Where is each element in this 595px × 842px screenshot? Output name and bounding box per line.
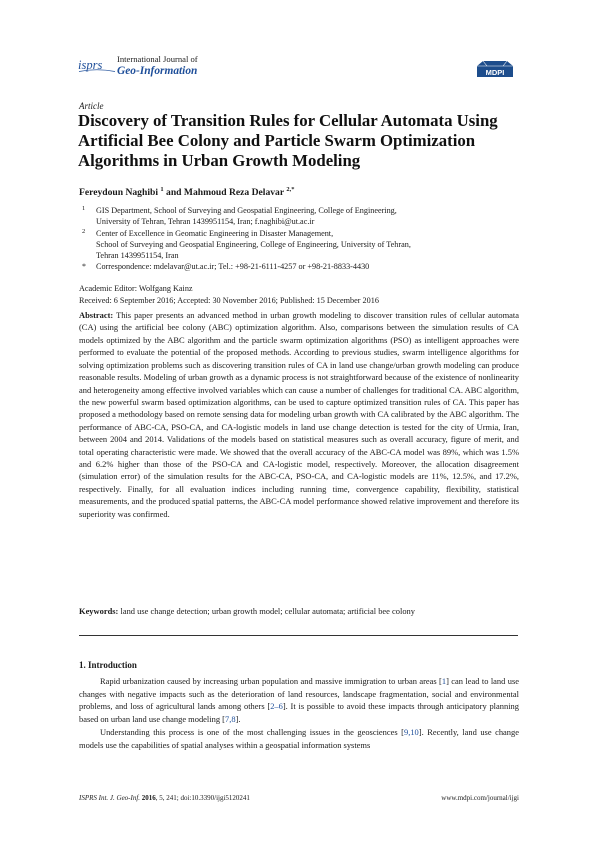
author-affil-mark: 1 xyxy=(160,186,164,193)
affiliation-item xyxy=(79,261,519,272)
affiliation-line: School of Surveying and Geospatial Engineering, College of Engineering, University of Tehran, xyxy=(96,239,411,249)
footer-journal-abbr: ISPRS Int. J. Geo-Inf. xyxy=(79,794,141,802)
affiliation-line: Center of Excellence in Geomatic Engineering in Disaster Management, xyxy=(96,228,334,238)
abstract xyxy=(79,309,519,520)
paragraph-text: ]. Recently, land use change models use the capabilities of spatial analyses within a geospatial information systems xyxy=(79,726,519,750)
academic-editor: Academic Editor: Wolfgang Kainz xyxy=(79,284,193,293)
paragraph-text: Rapid urbanization caused by increasing urban population and massive immigration to urban areas [ xyxy=(100,676,442,686)
keywords-label: Keywords: xyxy=(79,606,119,616)
correspondence-line: Correspondence: mdelavar@ut.ac.ir; Tel.: +98-21-6111-4257 or +98-21-8833-4430 xyxy=(96,262,370,272)
paragraph-text: ]. xyxy=(235,714,241,725)
section-divider xyxy=(79,635,518,636)
article-title: Discovery of Transition Rules for Cellular Automata Using Artificial Bee Colony and Particle Swarm Optimization Algorithms in Urban Growth Modeling xyxy=(78,111,498,170)
abstract-label: Abstract: xyxy=(79,310,114,320)
isprs-logo xyxy=(78,57,116,73)
affiliation-item xyxy=(79,228,519,262)
journal-name xyxy=(117,55,198,78)
authors xyxy=(79,186,294,198)
editor-and-dates xyxy=(79,283,379,306)
isprs-logo-text: isprs xyxy=(78,58,103,72)
footer-url[interactable]: www.mdpi.com/journal/ijgi xyxy=(441,794,519,802)
publication-dates: Received: 6 September 2016; Accepted: 30 November 2016; Published: 15 December 2016 xyxy=(79,295,379,305)
paragraph-text: ] can lead to land use changes with negative impacts such as the deterioration of land resources, landscape fragmentation, social and environmental problems, and loss of agricultural lands among others [ xyxy=(79,676,519,712)
footer-year: 2016 xyxy=(141,794,156,802)
affiliation-mark: 2 xyxy=(82,227,86,235)
abstract-text: This paper presents an advanced method in urban growth modeling to discover transition rules of cellular automata (CA) using the artificial bee colony (ABC) optimization algorithm. Also, comparisons between the simulation results of CA models optimized by the ABC algorithm and the particle swarm optimization algorithms (PSO) as intelligent approaches were performed to evaluate the potential of the proposed methods. According to previous studies, swarm intelligence algorithms for solving optimization problems such as discovering transition rules of CA in land use change/urban growth modeling can produce reasonable results. Modeling of urban growth as a dynamic process is not straightforward because of the existence of nonlinearity and heterogeneity among effective involved variables which can cause a number of challenges for traditional CA. ABC algorithm, the new powerful swarm based optimization algorithms, can be used to capture optimized transition rules of CA. This paper has proposed a methodology based on remote sensing data for modeling urban growth with CA calibrated by the ABC algorithm. The performance of ABC-CA, PSO-CA, and CA-logistic models in land use change detection is tested for the city of Urmia, Iran, between 2004 and 2014. Validations of the models based on statistical measures such as overall accuracy, figure of merit, and total operating characteristic were made. We showed that the overall accuracy of the ABC-CA model was 89%, which was 1.5% and 6.2% higher than those of the PSO-CA and CA-logistic model, respectively. Moreover, the allocation disagreement (simulation error) of the simulation results for the ABC-CA, PSO-CA, and CA-logistic models are 11%, 12.5%, and 17.2%, respectively. Finally, for all evaluation indices including running time, convergence capability, flexibility, statistical measurements, and the produced spatial patterns, the ABC-CA model performance showed relative improvement and therefore its superiority was confirmed. xyxy=(79,310,519,519)
footer-citation xyxy=(79,794,250,802)
citation-link[interactable]: 1 xyxy=(441,676,447,686)
introduction-body xyxy=(79,675,519,751)
article-type: Article xyxy=(79,101,104,111)
affiliation-line: GIS Department, School of Surveying and Geospatial Engineering, College of Engineering, xyxy=(96,206,397,215)
correspondence-mark: * xyxy=(82,262,86,272)
section-heading: 1. Introduction xyxy=(79,660,137,670)
journal-name-line1: International Journal of xyxy=(117,54,198,64)
footer-citation-rest: , 5, 241; doi:10.3390/ijgi5120241 xyxy=(155,794,250,802)
affiliation-line: Tehran 1439951154, Iran xyxy=(96,251,179,261)
keywords-text: land use change detection; urban growth model; cellular automata; artificial bee colony xyxy=(120,606,415,616)
affiliation-line: University of Tehran, Tehran 1439951154, Iran; f.naghibi@ut.ac.ir xyxy=(96,217,315,227)
citation-link[interactable]: 7,8 xyxy=(224,714,236,725)
paragraph xyxy=(79,726,519,751)
affiliation-item xyxy=(79,205,519,228)
paragraph-text: ]. It is possible to avoid these impacts through anticipatory planning based on urban land use change modeling [ xyxy=(79,701,519,725)
mdpi-logo xyxy=(475,60,515,78)
keywords xyxy=(79,606,519,616)
journal-name-line2: Geo-Information xyxy=(117,64,198,77)
citation-link[interactable]: 2–6 xyxy=(270,701,283,712)
author-name: Fereydoun Naghibi xyxy=(79,187,158,199)
author-name: Mahmoud Reza Delavar xyxy=(183,187,284,199)
author-affil-mark: 2,* xyxy=(286,186,295,193)
paragraph-text: Understanding this process is one of the most challenging issues in the geosciences [ xyxy=(100,726,404,737)
authors-conjunction: and xyxy=(166,187,182,199)
citation-link[interactable]: 9,10 xyxy=(404,726,419,737)
mdpi-logo-text: MDPI xyxy=(485,68,505,77)
paragraph xyxy=(79,675,519,726)
affiliations xyxy=(79,205,519,273)
affiliation-mark: 1 xyxy=(82,205,86,212)
